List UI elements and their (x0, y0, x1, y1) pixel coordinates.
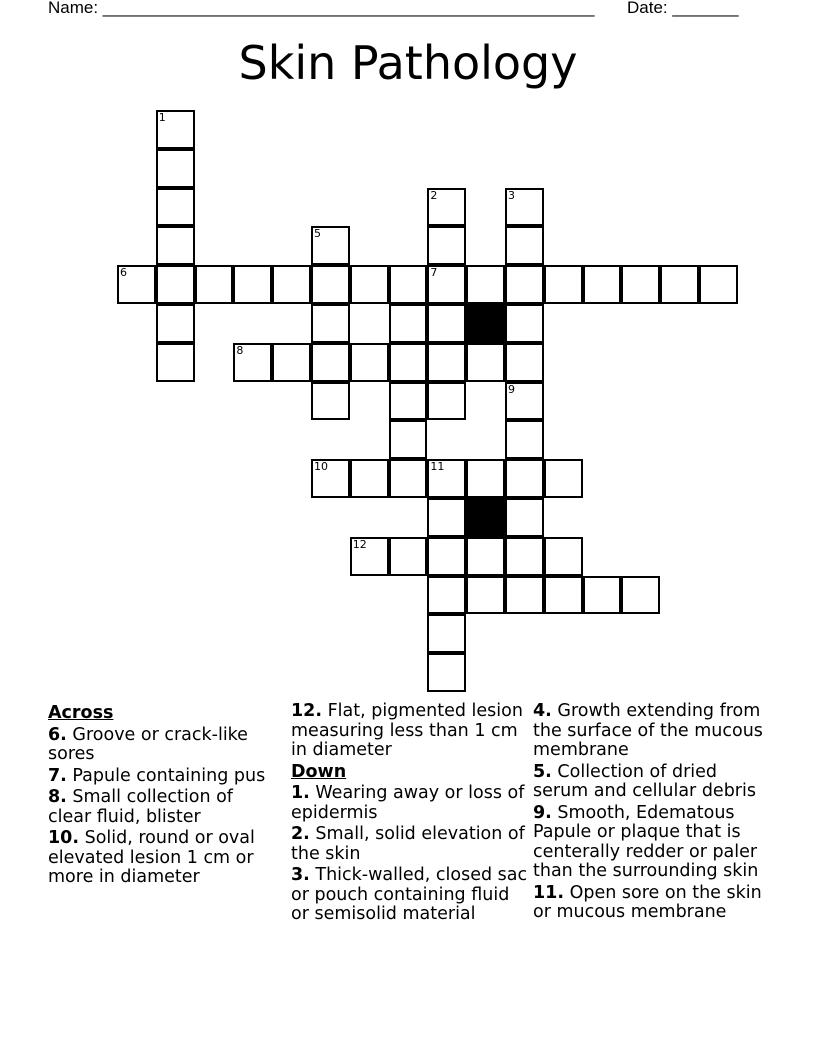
clue-down-1: 1. Wearing away or loss of epidermis (291, 783, 525, 823)
clue-across-7: 7. Papule containing pus (48, 765, 266, 786)
grid-cell[interactable] (505, 265, 544, 304)
grid-cell[interactable] (544, 459, 583, 498)
clue-across-8: 8. Small collection of clear fluid, blister (48, 787, 233, 827)
clue-across-12: 12. Flat, pigmented lesion measuring less than 1 cm in diameter (291, 701, 523, 760)
grid-cell[interactable] (156, 110, 195, 149)
clue-across-6: 6. Groove or crack-like sores (48, 724, 248, 764)
grid-cell[interactable] (311, 304, 350, 343)
grid-cell[interactable] (156, 226, 195, 265)
grid-cell[interactable] (233, 265, 272, 304)
clue-down-5: 5. Collection of dried serum and cellular debris (533, 761, 756, 801)
grid-cell[interactable] (505, 382, 544, 421)
grid-cell[interactable] (466, 576, 505, 615)
grid-cell[interactable] (505, 498, 544, 537)
grid-cell[interactable] (621, 265, 660, 304)
clue-number: 12 (352, 537, 367, 551)
grid-cell[interactable] (466, 459, 505, 498)
grid-cell[interactable] (427, 304, 466, 343)
grid-cell[interactable] (621, 576, 660, 615)
grid-cell[interactable] (427, 188, 466, 227)
grid-cell[interactable] (583, 265, 622, 304)
grid-cell[interactable] (350, 343, 389, 382)
grid-cell[interactable] (233, 343, 272, 382)
grid-cell[interactable] (389, 420, 428, 459)
clue-number: 11 (430, 460, 445, 474)
clue-number: 8 (236, 343, 244, 357)
grid-cell[interactable] (350, 459, 389, 498)
date-field-label: Date: _______ (627, 0, 739, 17)
grid-cell[interactable] (427, 653, 466, 692)
grid-cell[interactable] (505, 226, 544, 265)
clue-across-10: 10. Solid, round or oval elevated lesion 1 cm or more in diameter (48, 828, 255, 887)
across-heading: Across (48, 703, 114, 723)
grid-cell[interactable] (505, 343, 544, 382)
clue-number: 2 (430, 188, 438, 202)
grid-cell[interactable] (311, 382, 350, 421)
grid-cell[interactable] (427, 343, 466, 382)
grid-cell[interactable] (311, 343, 350, 382)
clue-number: 7 (430, 266, 438, 280)
grid-cell[interactable] (427, 265, 466, 304)
grid-cell[interactable] (156, 304, 195, 343)
grid-cell[interactable] (350, 537, 389, 576)
grid-cell[interactable] (660, 265, 699, 304)
grid-cell[interactable] (505, 304, 544, 343)
grid-cell[interactable] (427, 459, 466, 498)
grid-cell[interactable] (311, 459, 350, 498)
clue-down-11: 11. Open sore on the skin or mucous membrane (533, 882, 762, 922)
grid-cell[interactable] (466, 537, 505, 576)
grid-cell[interactable] (389, 343, 428, 382)
grid-cell[interactable] (117, 265, 156, 304)
grid-cell[interactable] (389, 304, 428, 343)
grid-cell[interactable] (505, 459, 544, 498)
grid-cell[interactable] (427, 576, 466, 615)
block-cell (466, 498, 505, 537)
clue-column-3 (533, 702, 773, 924)
grid-cell[interactable] (272, 265, 311, 304)
clue-down-3: 3. Thick-walled, closed sac or pouch containing fluid or semisolid material (291, 865, 528, 924)
grid-cell[interactable] (505, 576, 544, 615)
grid-cell[interactable] (583, 576, 622, 615)
clue-down-9: 9. Smooth, Edematous Papule or plaque that is centerally redder or paler than the surrounding skin (533, 802, 759, 881)
grid-cell[interactable] (389, 537, 428, 576)
clue-column-2 (291, 702, 529, 926)
grid-cell[interactable] (505, 188, 544, 227)
grid-cell[interactable] (427, 382, 466, 421)
grid-cell[interactable] (311, 226, 350, 265)
grid-cell[interactable] (466, 265, 505, 304)
clue-number: 9 (508, 382, 515, 396)
grid-cell[interactable] (544, 265, 583, 304)
clue-number: 1 (158, 111, 166, 124)
grid-cell[interactable] (544, 537, 583, 576)
grid-cell[interactable] (389, 382, 428, 421)
grid-cell[interactable] (272, 343, 311, 382)
grid-cell[interactable] (389, 459, 428, 498)
clue-number: 5 (314, 227, 321, 241)
clue-number: 3 (508, 188, 515, 202)
grid-cell[interactable] (156, 188, 195, 227)
grid-cell[interactable] (195, 265, 234, 304)
name-field-label: Name: ____________________________________________________ (48, 0, 595, 17)
page-title: Skin Pathology (238, 36, 578, 90)
grid-cell[interactable] (505, 537, 544, 576)
grid-cell[interactable] (156, 343, 195, 382)
clue-number: 10 (314, 460, 328, 474)
grid-cell[interactable] (156, 265, 195, 304)
grid-cell[interactable] (427, 226, 466, 265)
grid-cell[interactable] (350, 265, 389, 304)
grid-cell[interactable] (505, 420, 544, 459)
clue-down-4: 4. Growth extending from the surface of the mucous membrane (533, 701, 763, 760)
block-cell (466, 304, 505, 343)
grid-cell[interactable] (427, 498, 466, 537)
grid-cell[interactable] (389, 265, 428, 304)
grid-cell[interactable] (311, 265, 350, 304)
grid-cell[interactable] (544, 576, 583, 615)
down-heading: Down (291, 761, 347, 782)
grid-cell[interactable] (466, 343, 505, 382)
clue-column-1 (48, 702, 280, 889)
clue-number: 6 (120, 266, 127, 280)
grid-cell[interactable] (156, 149, 195, 188)
grid-cell[interactable] (427, 537, 466, 576)
clue-down-2: 2. Small, solid elevation of the skin (291, 824, 525, 864)
grid-cell[interactable] (427, 614, 466, 653)
grid-cell[interactable] (699, 265, 738, 304)
